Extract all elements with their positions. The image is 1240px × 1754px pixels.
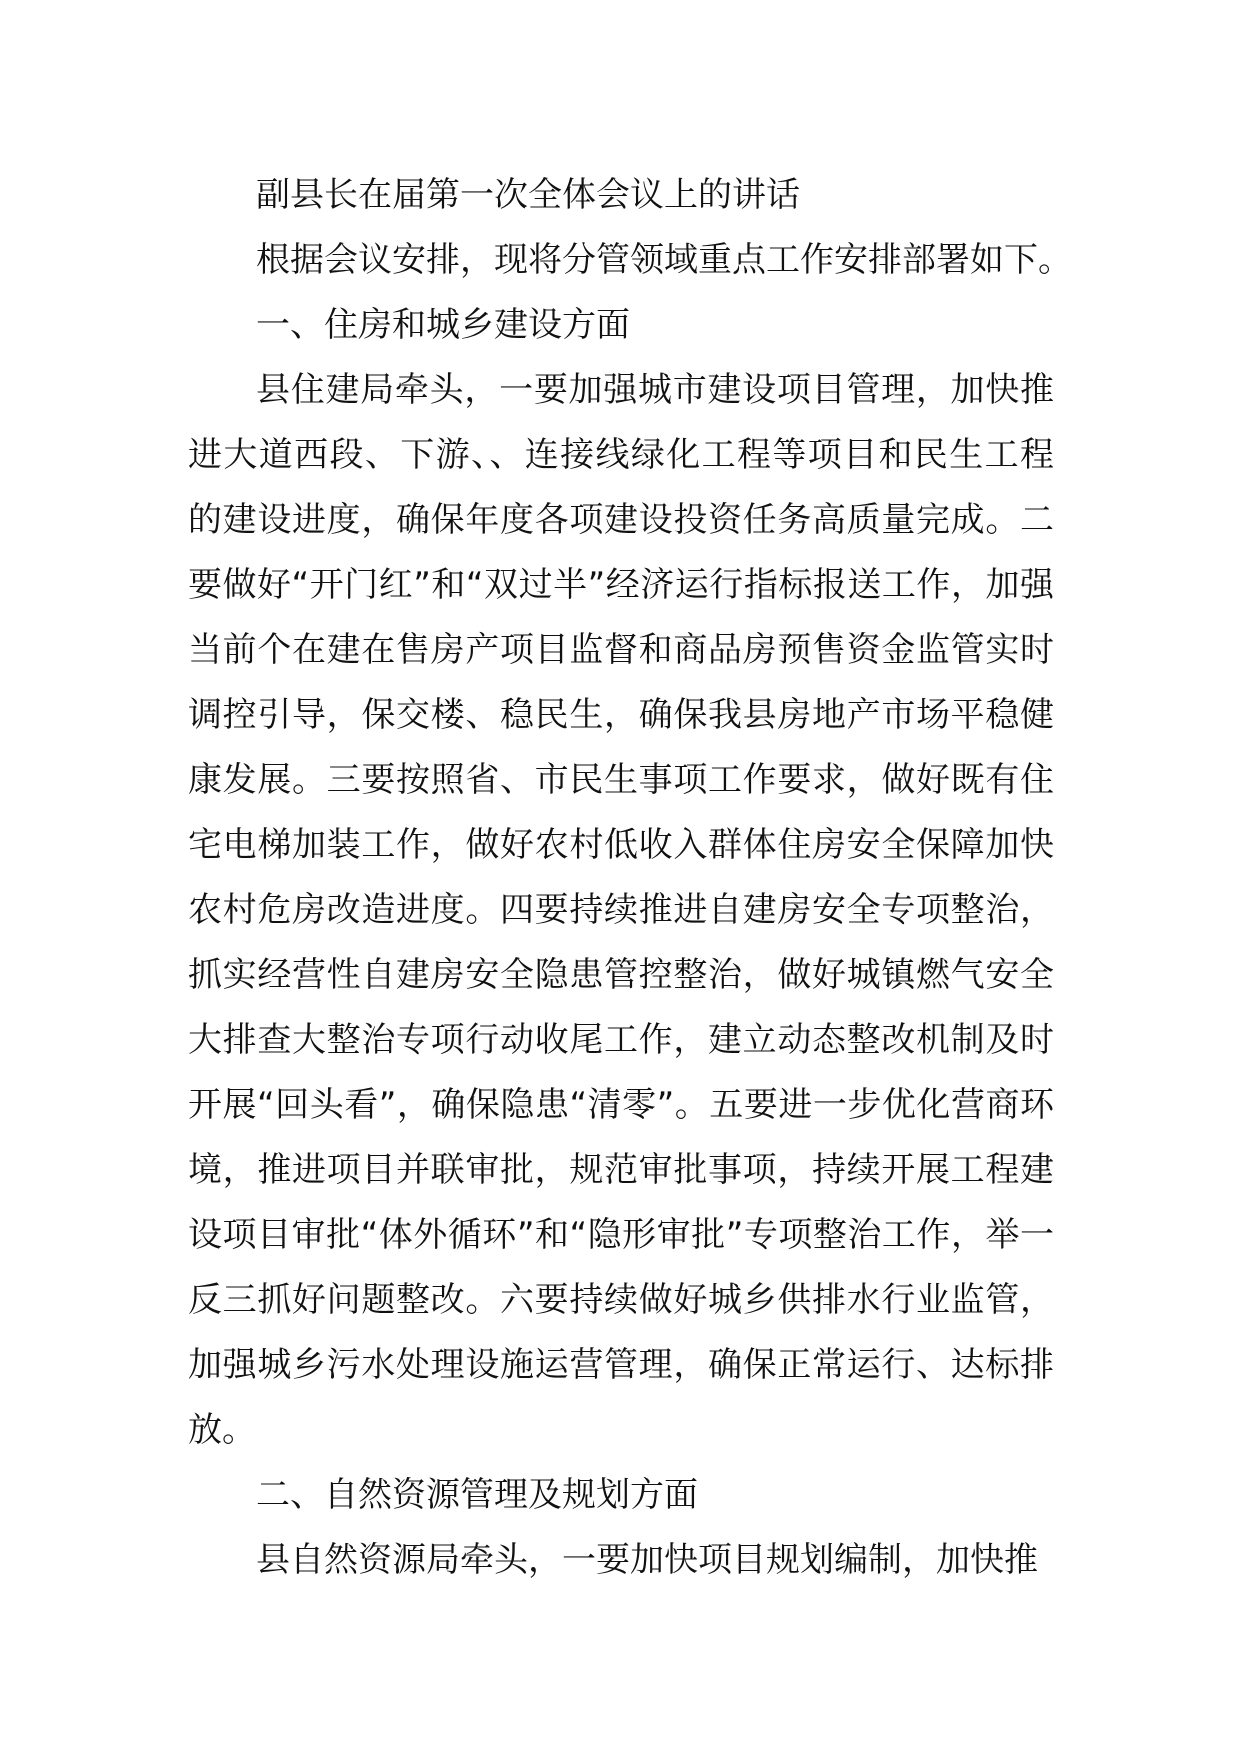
intro-paragraph: 根据会议安排，现将分管领域重点工作安排部署如下。	[256, 240, 1072, 280]
housing-paragraph: 县住建局牵头，一要加强城市建设项目管理，加快推进大道西段、下游、、连接线绿化工程等项目和民生工程的建设进度，确保年度各项建设投资任务高质量完成。二要做好“开门红”和“双过半”经济运行指标报送工作，加强当前个在建在售房产项目监督和商品房预售资金监管实时调控引导，保交楼、稳民生，确保我县房地产市场平稳健康发展。三要按照省、市民生事项工作要求，做好既有住宅电梯加装工作，做好农村低收入群体住房安全保障加快农村危房改造进度。四要持续推进自建房安全专项整治，抓实经营性自建房安全隐患管控整治，做好城镇燃气安全大排查大整治专项行动收尾工作，建立动态整改机制及时开展“回头看”，确保隐患“清零”。五要进一步优化营商环境，推进项目并联审批，规范审批事项，持续开展工程建设项目审批“体外循环”和“隐形审批”专项整治工作，举一反三抓好问题整改。六要持续做好城乡供排水行业监管，加强城乡污水处理设施运营管理，确保正常运行、达标排放。	[188, 370, 1054, 1450]
section-heading-housing: 一、住房和城乡建设方面	[256, 305, 630, 345]
document-title: 副县长在届第一次全体会议上的讲话	[256, 175, 800, 215]
natural-resources-paragraph: 县自然资源局牵头，一要加快项目规划编制，加快推	[256, 1540, 1038, 1580]
document-page	[188, 163, 1072, 1593]
section-heading-natural-resources: 二、自然资源管理及规划方面	[256, 1475, 698, 1515]
